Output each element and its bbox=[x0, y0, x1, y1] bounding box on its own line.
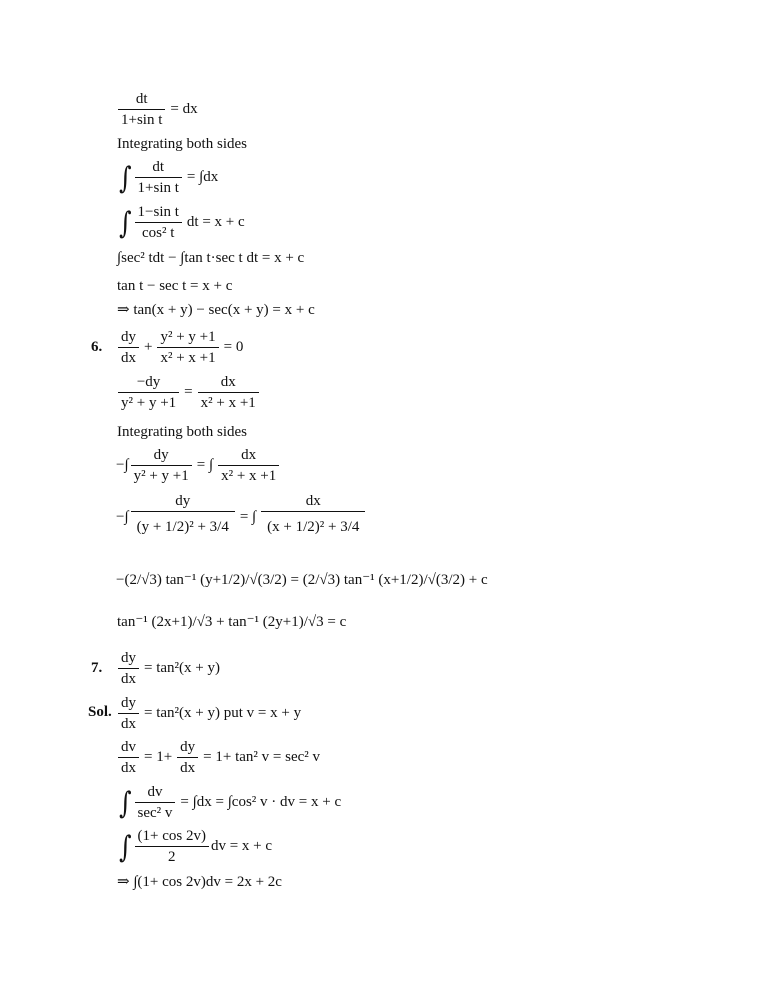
fraction: $\frac{dx}{\text{(x + 1/2)² + 3/4}}$ bbox=[261, 492, 365, 542]
fraction: $\frac{dv}{dx}$ bbox=[118, 738, 139, 777]
fraction: $\frac{-dy}{\text{y² + y +1}}$ bbox=[118, 373, 179, 412]
equation-dv-dx: $\frac{dv}{dx}$ = 1+ $\frac{dy}{dx}$ = 1+ tan² v = sec² v bbox=[116, 738, 323, 777]
text-integrating-both-sides: Integrating both sides bbox=[117, 136, 247, 152]
integral-sign: ∫ bbox=[119, 160, 132, 195]
equation-final: ⇒ ∫(1+ cos 2v)dv = 2x + 2c bbox=[117, 874, 282, 890]
fraction: $\frac{dx}{\text{x² + x +1}}$ bbox=[218, 446, 279, 485]
fraction: $\frac{\text{1−sin t}}{\text{cos² t}}$ bbox=[135, 203, 182, 242]
fraction: $\frac{dy}{dx}$ bbox=[118, 328, 139, 367]
fraction: $\frac{dy}{dx}$ bbox=[118, 694, 139, 733]
equation-arctan-result: −(2/√3) tan⁻¹ (y+1/2)/√(3/2) = (2/√3) tan⁻¹ (x+1/2)/√(3/2) + c bbox=[116, 572, 488, 588]
text-integrating-both-sides-2: Integrating both sides bbox=[117, 424, 247, 440]
fraction: $\frac{dy}{\text{(y + 1/2)² + 3/4}}$ bbox=[131, 492, 235, 542]
problem-number-6: 6. bbox=[91, 339, 103, 355]
fraction: $\frac{(1+ \cos 2v)}{2}$ bbox=[135, 827, 209, 866]
fraction: $\frac{dv}{\text{sec² v}}$ bbox=[135, 783, 176, 822]
integral-sign: ∫ bbox=[119, 205, 132, 240]
equation-result-5: ⇒ tan(x + y) − sec(x + y) = x + c bbox=[117, 302, 315, 318]
equation-integral-dt: ∫ $\frac{dt}{\text{1+sin t}}$ = ∫dx bbox=[119, 159, 219, 196]
problem-number-7: 7. bbox=[91, 660, 103, 676]
fraction: $\frac{dt}{\text{1+sin t}}$ bbox=[118, 90, 165, 129]
equation-integral-dv-over-sec2: ∫ $\frac{dv}{\text{sec² v}}$ = ∫dx = ∫cos² v · dv = x + c bbox=[119, 784, 342, 821]
fraction: $\frac{\text{y² + y +1}}{\text{x² + x +1}}$ bbox=[157, 328, 218, 367]
fraction: $\frac{dt}{\text{1+sin t}}$ bbox=[135, 158, 182, 197]
equation-problem-6-answer: tan⁻¹ (2x+1)/√3 + tan⁻¹ (2y+1)/√3 = c bbox=[117, 614, 347, 630]
equation-half-angle: ∫ $\frac{(1+ \cos 2v)}{2}$ dv = x + c bbox=[119, 828, 273, 865]
equation-1-minus-sint-over-cos2t: ∫ $\frac{\text{1−sin t}}{\text{cos² t}}$ dt = x + c bbox=[119, 204, 245, 241]
equation-tant-minus-sect: tan t − sec t = x + c bbox=[117, 278, 233, 294]
solution-label: Sol. bbox=[88, 704, 112, 720]
fraction: $\frac{dy}{\text{y² + y +1}}$ bbox=[131, 446, 192, 485]
fraction: $\frac{dx}{\text{x² + x +1}}$ bbox=[198, 373, 259, 412]
fraction: $\frac{dy}{dx}$ bbox=[118, 649, 139, 688]
fraction: $\frac{dy}{dx}$ bbox=[177, 738, 198, 777]
equation-sol-substitution: $\frac{dy}{dx}$ = tan²(x + y) put v = x + y bbox=[116, 694, 304, 733]
equation-problem-7: $\frac{dy}{dx}$ = tan²(x + y) bbox=[116, 649, 223, 688]
equation-problem-6: $\frac{dy}{dx}$ + $\frac{\text{y² + y +1}}{\text{x² + x +1}}$ = 0 bbox=[116, 328, 246, 367]
equation-sec2-minus-tan-sec: ∫sec² tdt − ∫tan t·sec t dt = x + c bbox=[117, 250, 305, 266]
equation-completed-square: −∫ $\frac{dy}{\text{(y + 1/2)² + 3/4}}$ = ∫ $\frac{dx}{\text{(x + 1/2)² + 3/4}}$ bbox=[116, 492, 367, 542]
equation-separated: $\frac{-dy}{\text{y² + y +1}}$ = $\frac{dx}{\text{x² + x +1}}$ bbox=[116, 373, 261, 412]
equation-dt-over-1-plus-sint: $\frac{dt}{\text{1+sin t}}$ = dx bbox=[116, 90, 201, 129]
integral-sign: ∫ bbox=[119, 829, 132, 864]
integral-sign: ∫ bbox=[119, 785, 132, 820]
equation-integral-separated: −∫ $\frac{dy}{\text{y² + y +1}}$ = ∫ $\frac{dx}{\text{x² + x +1}}$ bbox=[116, 446, 281, 485]
